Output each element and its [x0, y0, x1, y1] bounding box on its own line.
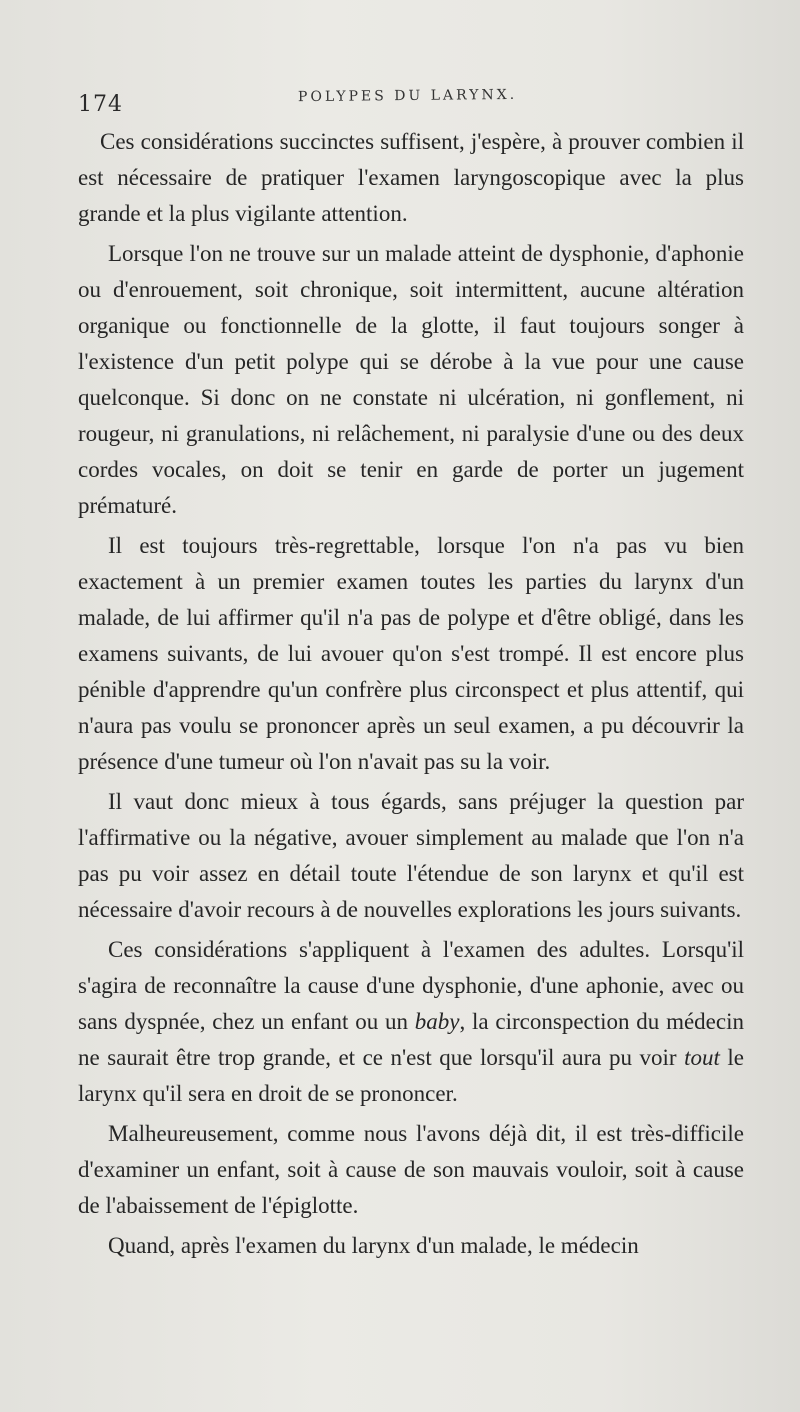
italic-text: tout: [684, 1045, 720, 1070]
paragraph: Lorsque l'on ne trouve sur un malade atteint de dysphonie, d'aphonie ou d'enrouement, soit chronique, soit intermittent, aucune altération organique ou fonctionnelle de la glotte, il faut toujours songer à l'existence d'un petit polype qui se dérobe à la vue pour une cause quelconque. Si donc on ne constate ni ulcération, ni gonflement, ni rougeur, ni granulations, ni relâchement, ni paralysie d'une ou des deux cordes vocales, on doit se tenir en garde de porter un jugement prématuré.: [78, 241, 744, 518]
page-header: [78, 86, 748, 126]
paragraph: Il vaut donc mieux à tous égards, sans préjuger la question par l'affirmative ou la négative, avouer simplement au malade que l'on n'a pas pu voir assez en détail toute l'étendue de son larynx et qu'il est nécessaire d'avoir recours à de nouvelles explorations les jours suivants.: [78, 789, 744, 922]
paragraph-text: Ces considérations s'appliquent à l'examen des adultes. Lorsqu'il s'agira de reconnaître la cause d'une dysphonie, d'une aphonie, avec ou sans dyspnée, chez un enfant ou un: [78, 937, 744, 1034]
running-head: POLYPES DU LARYNX.: [297, 86, 518, 106]
paragraph-text: , la circonspection du médecin ne saurait être trop grande, et ce n'est que lorsqu'il aura pu voir: [78, 1009, 744, 1070]
paragraph: Il est toujours très-regrettable, lorsque l'on n'a pas vu bien exactement à un premier examen toutes les parties du larynx d'un malade, de lui affirmer qu'il n'a pas de polype et d'être obligé, dans les examens suivants, de lui avouer qu'on s'est trompé. Il est encore plus pénible d'apprendre qu'un confrère plus circonspect et plus attentif, qui n'aura pas voulu se prononcer après un seul examen, a pu découvrir la présence d'une tumeur où l'on n'avait pas su la voir.: [78, 533, 744, 774]
paragraph: Malheureusement, comme nous l'avons déjà dit, il est très-difficile d'examiner un enfant, soit à cause de son mauvais vouloir, soit à cause de l'abaissement de l'épiglotte.: [78, 1121, 744, 1218]
body-text: [78, 124, 744, 1268]
page-number: 174: [78, 92, 123, 117]
italic-text: baby: [414, 1009, 460, 1034]
paragraph: [78, 932, 744, 1112]
paragraph: Ces considérations succinctes suffisent, j'espère, à prouver combien il est nécessaire de pratiquer l'examen laryngoscopique avec la plus grande et la plus vigilante attention.: [78, 129, 744, 226]
paragraph-text: le larynx qu'il sera en droit de se prononcer.: [78, 1045, 744, 1106]
paragraph: Quand, après l'examen du larynx d'un malade, le médecin: [108, 1233, 639, 1258]
